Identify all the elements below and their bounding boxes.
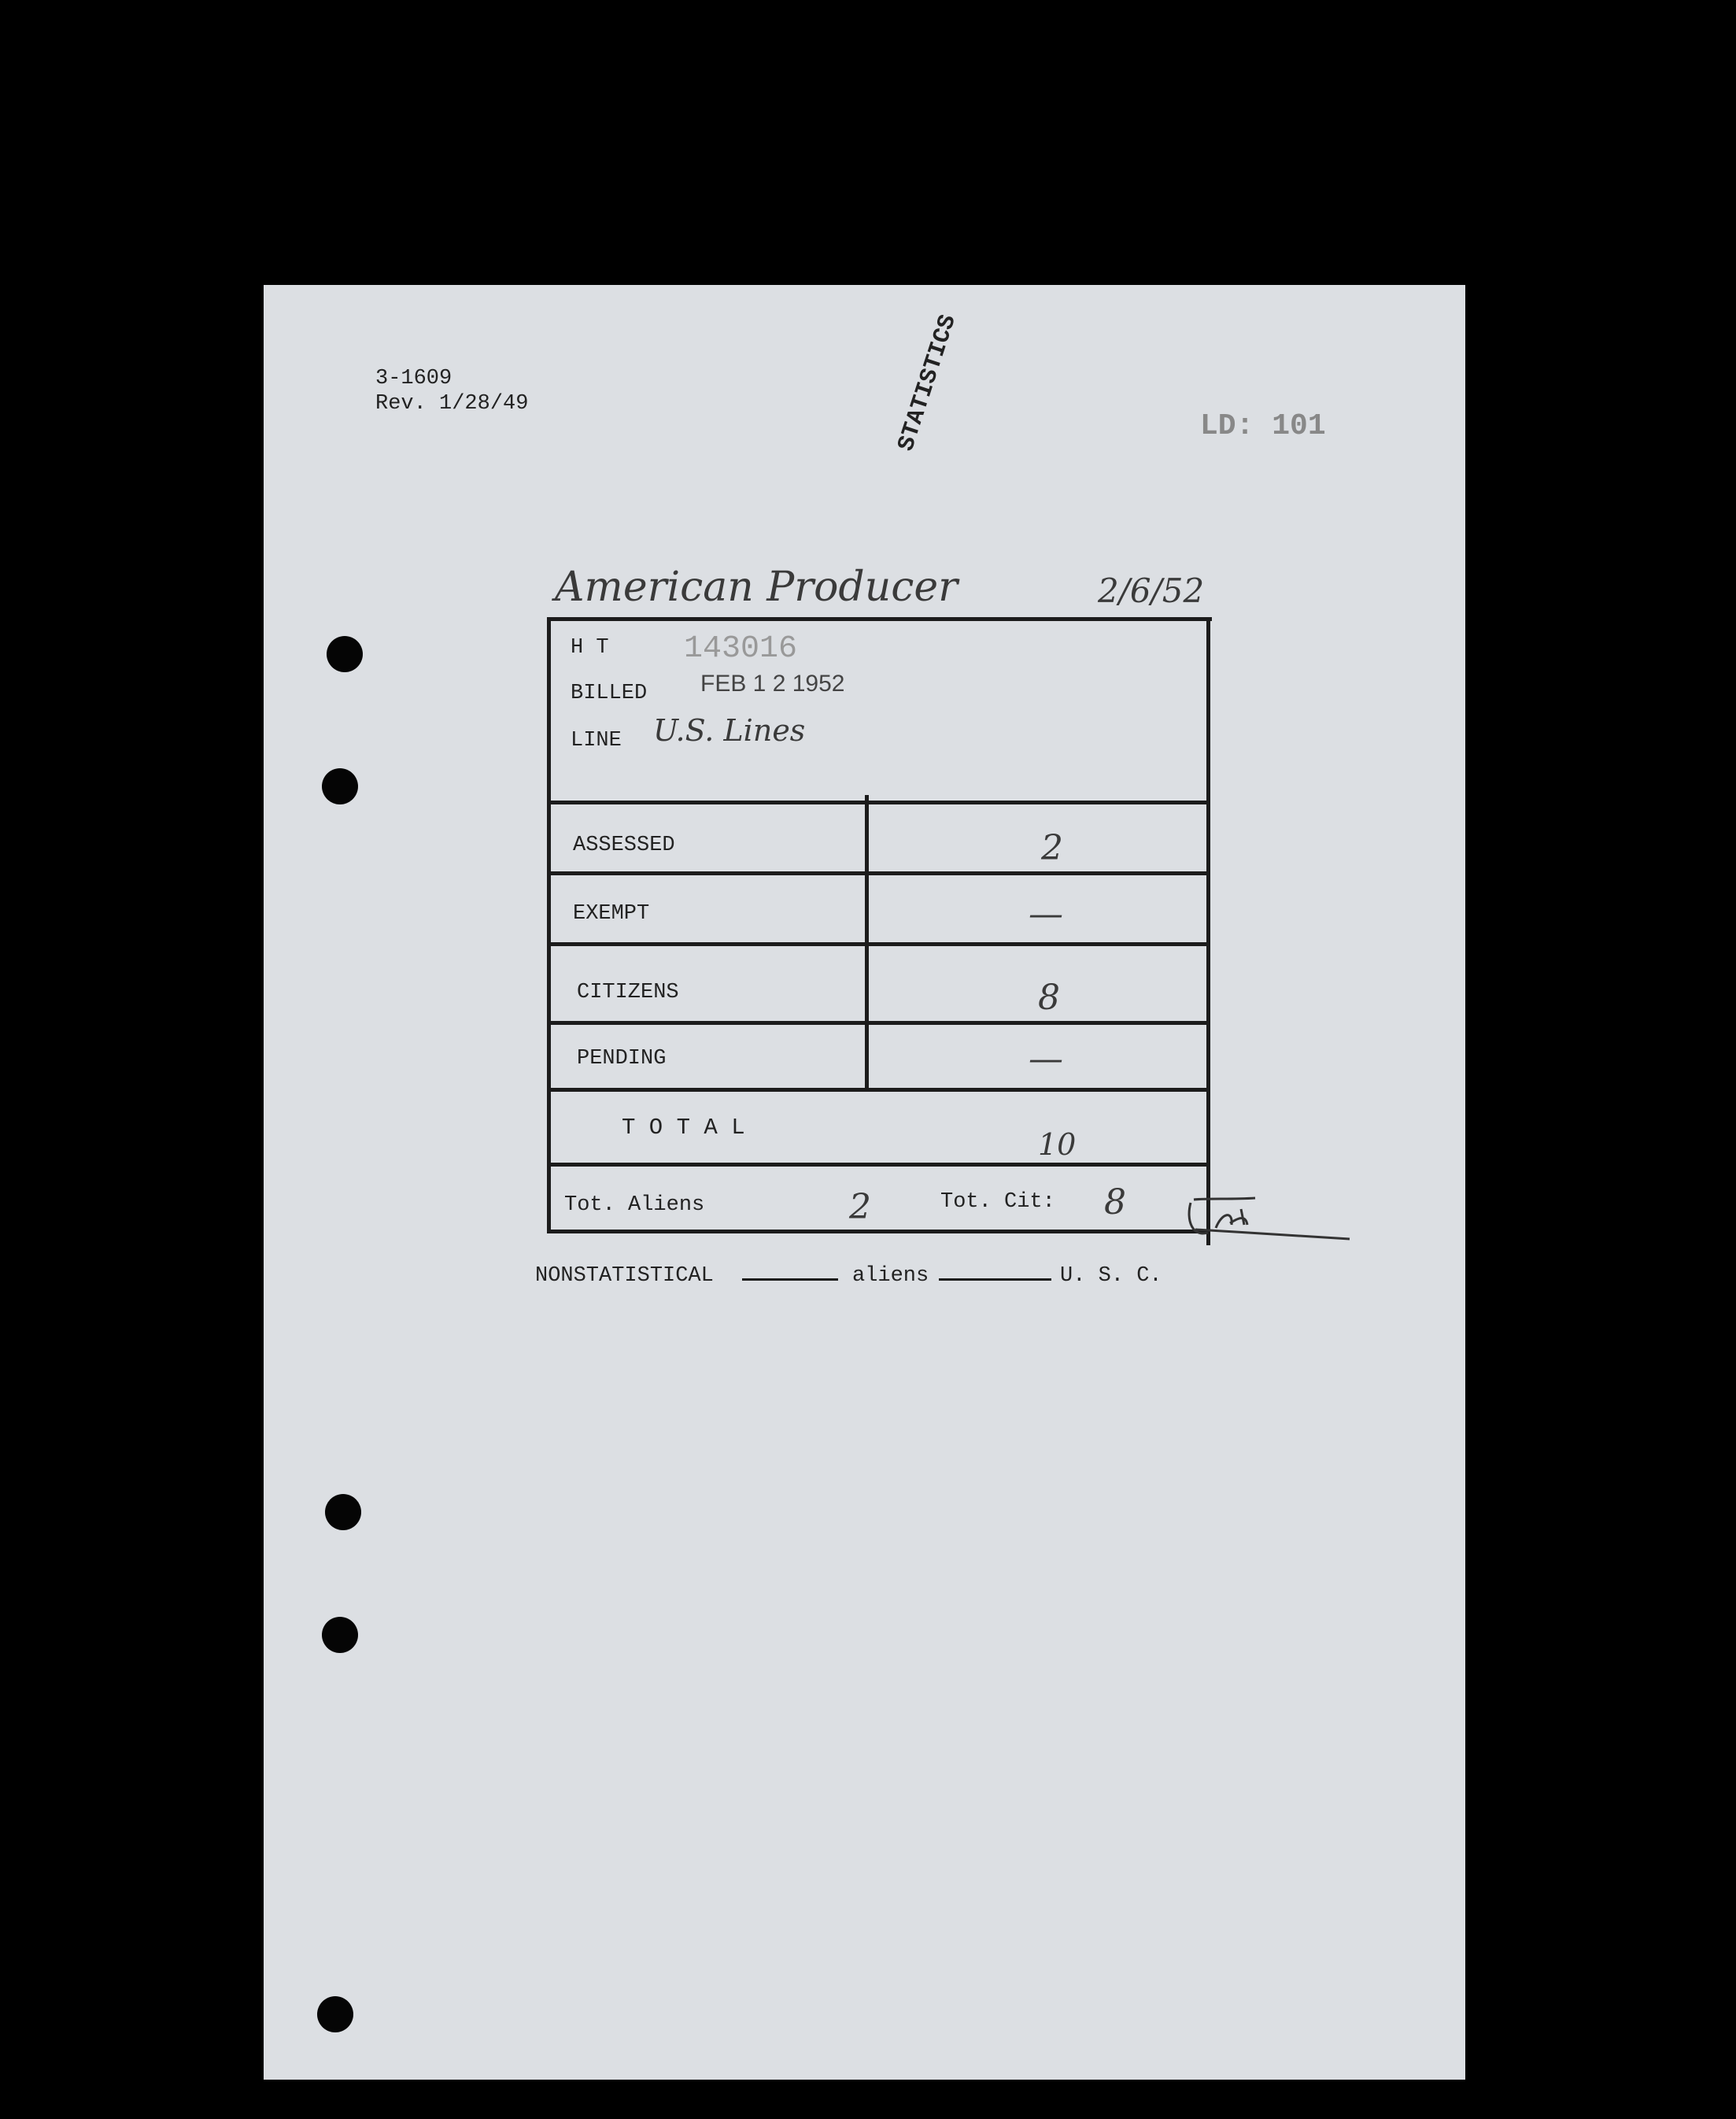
punch-hole xyxy=(327,636,363,672)
line-value: U.S. Lines xyxy=(653,713,806,748)
punch-hole xyxy=(317,1996,353,2032)
row-separator xyxy=(547,1088,1210,1092)
form-revision: Rev. 1/28/49 xyxy=(375,392,529,416)
punch-hole xyxy=(325,1494,361,1530)
nonstatistical-label: NONSTATISTICAL xyxy=(535,1264,714,1288)
line-label: LINE xyxy=(571,729,622,753)
row-label-citizens: CITIZENS xyxy=(577,981,679,1004)
tot-cit-label: Tot. Cit: xyxy=(940,1190,1055,1214)
row-label-exempt: EXEMPT xyxy=(573,902,650,926)
initials-signature xyxy=(1184,1189,1357,1244)
aliens-label: aliens xyxy=(852,1264,929,1288)
tot-aliens-value: 2 xyxy=(849,1187,871,1227)
table-right-border xyxy=(1206,617,1210,1245)
statistics-stamp: STATISTICS xyxy=(893,311,962,455)
row-separator xyxy=(547,1021,1210,1025)
row-value-citizens: 8 xyxy=(1038,978,1060,1018)
row-label-pending: PENDING xyxy=(577,1047,667,1071)
row-separator xyxy=(547,1163,1210,1167)
table-top-border xyxy=(547,617,1212,621)
billed-label: BILLED xyxy=(571,682,648,705)
punch-hole xyxy=(322,768,358,804)
vessel-name: American Producer xyxy=(555,564,958,611)
row-separator xyxy=(547,871,1210,875)
total-label: T O T A L xyxy=(622,1115,745,1141)
table-bottom-border xyxy=(547,1230,1210,1233)
tot-aliens-label: Tot. Aliens xyxy=(564,1193,705,1217)
row-value-assessed: 2 xyxy=(1041,828,1063,868)
punch-hole xyxy=(322,1617,358,1653)
row-separator xyxy=(547,801,1210,804)
row-label-assessed: ASSESSED xyxy=(573,834,675,857)
row-value-pending: — xyxy=(1029,1039,1063,1079)
usc-label: U. S. C. xyxy=(1060,1264,1162,1288)
top-right-mark: LD: 101 xyxy=(1200,409,1326,443)
row-value-exempt: — xyxy=(1029,894,1063,934)
table-left-border xyxy=(547,617,551,1233)
blank-line xyxy=(742,1278,838,1281)
ht-value: 143016 xyxy=(684,631,798,667)
column-divider xyxy=(865,795,869,1089)
vessel-date: 2/6/52 xyxy=(1098,571,1205,610)
tot-cit-value: 8 xyxy=(1104,1182,1126,1222)
form-number: 3-1609 xyxy=(375,367,452,390)
ht-label: H T xyxy=(571,636,609,660)
billed-date: FEB 1 2 1952 xyxy=(700,671,845,697)
row-separator xyxy=(547,942,1210,946)
document-page xyxy=(264,285,1465,2080)
total-value: 10 xyxy=(1038,1127,1077,1162)
blank-line xyxy=(939,1278,1051,1281)
